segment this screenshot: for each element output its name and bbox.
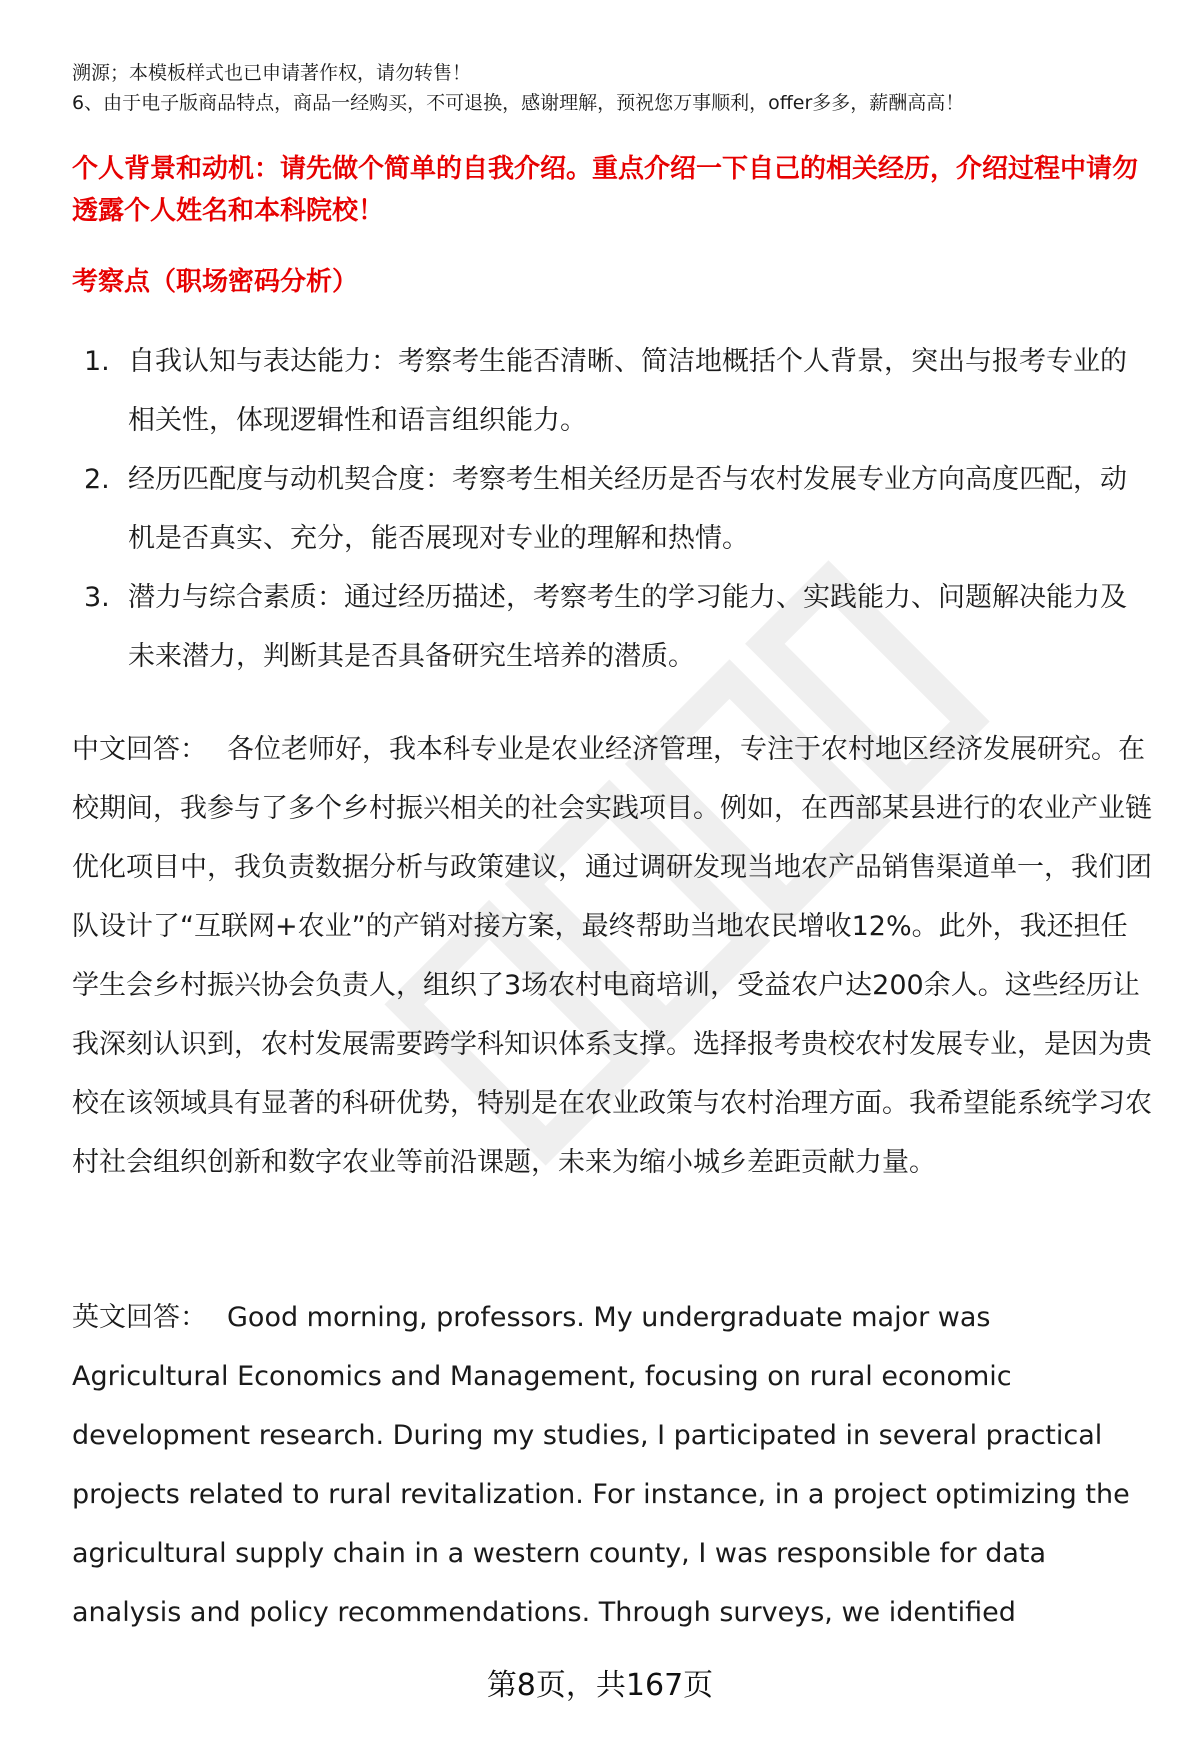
list-item-number: 2. bbox=[84, 464, 110, 495]
list-item-text: 自我认知与表达能力：考察考生能否清晰、简洁地概括个人背景，突出与报考专业的相关性，体现逻辑性和语言组织能力。 bbox=[128, 346, 1127, 436]
english-answer bbox=[72, 1288, 1152, 1642]
list-item-text: 潜力与综合素质：通过经历描述，考察考生的学习能力、实践能力、问题解决能力及未来潜力，判断其是否具备研究生培养的潜质。 bbox=[128, 582, 1127, 672]
list-item-text: 经历匹配度与动机契合度：考察考生相关经历是否与农村发展专业方向高度匹配，动机是否真实、充分，能否展现对专业的理解和热情。 bbox=[128, 464, 1127, 554]
section-title: 考察点（职场密码分析） bbox=[72, 267, 359, 297]
list-item bbox=[72, 450, 1142, 568]
answer-label: 英文回答： bbox=[72, 1302, 207, 1333]
notice-line: 溯源；本模板样式也已申请著作权，请勿转售！ bbox=[72, 62, 472, 84]
list-item-number: 1. bbox=[84, 346, 110, 377]
list-item bbox=[72, 332, 1142, 450]
answer-text: 各位老师好，我本科专业是农业经济管理，专注于农村地区经济发展研究。在校期间，我参与了多个乡村振兴相关的社会实践项目。例如，在西部某县进行的农业产业链优化项目中，我负责数据分析与政策建议，通过调研发现当地农产品销售渠道单一，我们团队设计了“互联网+农业”的产销对接方案，最终帮助当地农民增收12%。此外，我还担任学生会乡村振兴协会负责人，组织了3场农村电商培训，受益农户达200余人。这些经历让我深刻认识到，农村发展需要跨学科知识体系支撑。选择报考贵校农村发展专业，是因为贵校在该领域具有显著的科研优势，特别是在农业政策与农村治理方面。我希望能系统学习农村社会组织创新和数字农业等前沿课题，未来为缩小城乡差距贡献力量。 bbox=[72, 734, 1152, 1178]
notice-line: 6、由于电子版商品特点，商品一经购买，不可退换，感谢理解，预祝您万事顺利，offer多多，薪酬高高！ bbox=[72, 92, 965, 114]
list-item bbox=[72, 568, 1142, 686]
answer-label: 中文回答： bbox=[72, 734, 207, 765]
list-item-number: 3. bbox=[84, 582, 110, 613]
answer-text: Good morning, professors. My undergraduate major was Agricultural Economics and Management, focusing on rural economic development research. During my studies, I participated in several practical projects related to rural revitalization. For instance, in a project optimizing the agricultural supply chain in a western county, I was responsible for data analysis and policy recommendations. Through surveys, we identified bbox=[72, 1302, 1130, 1628]
assessment-points-list bbox=[72, 332, 1142, 686]
page-number: 第8页，共167页 bbox=[486, 1668, 714, 1703]
chinese-answer bbox=[72, 720, 1152, 1192]
notice-block bbox=[72, 58, 1132, 118]
interview-question: 个人背景和动机：请先做个简单的自我介绍。重点介绍一下自己的相关经历，介绍过程中请勿透露个人姓名和本科院校！ bbox=[72, 154, 1139, 226]
